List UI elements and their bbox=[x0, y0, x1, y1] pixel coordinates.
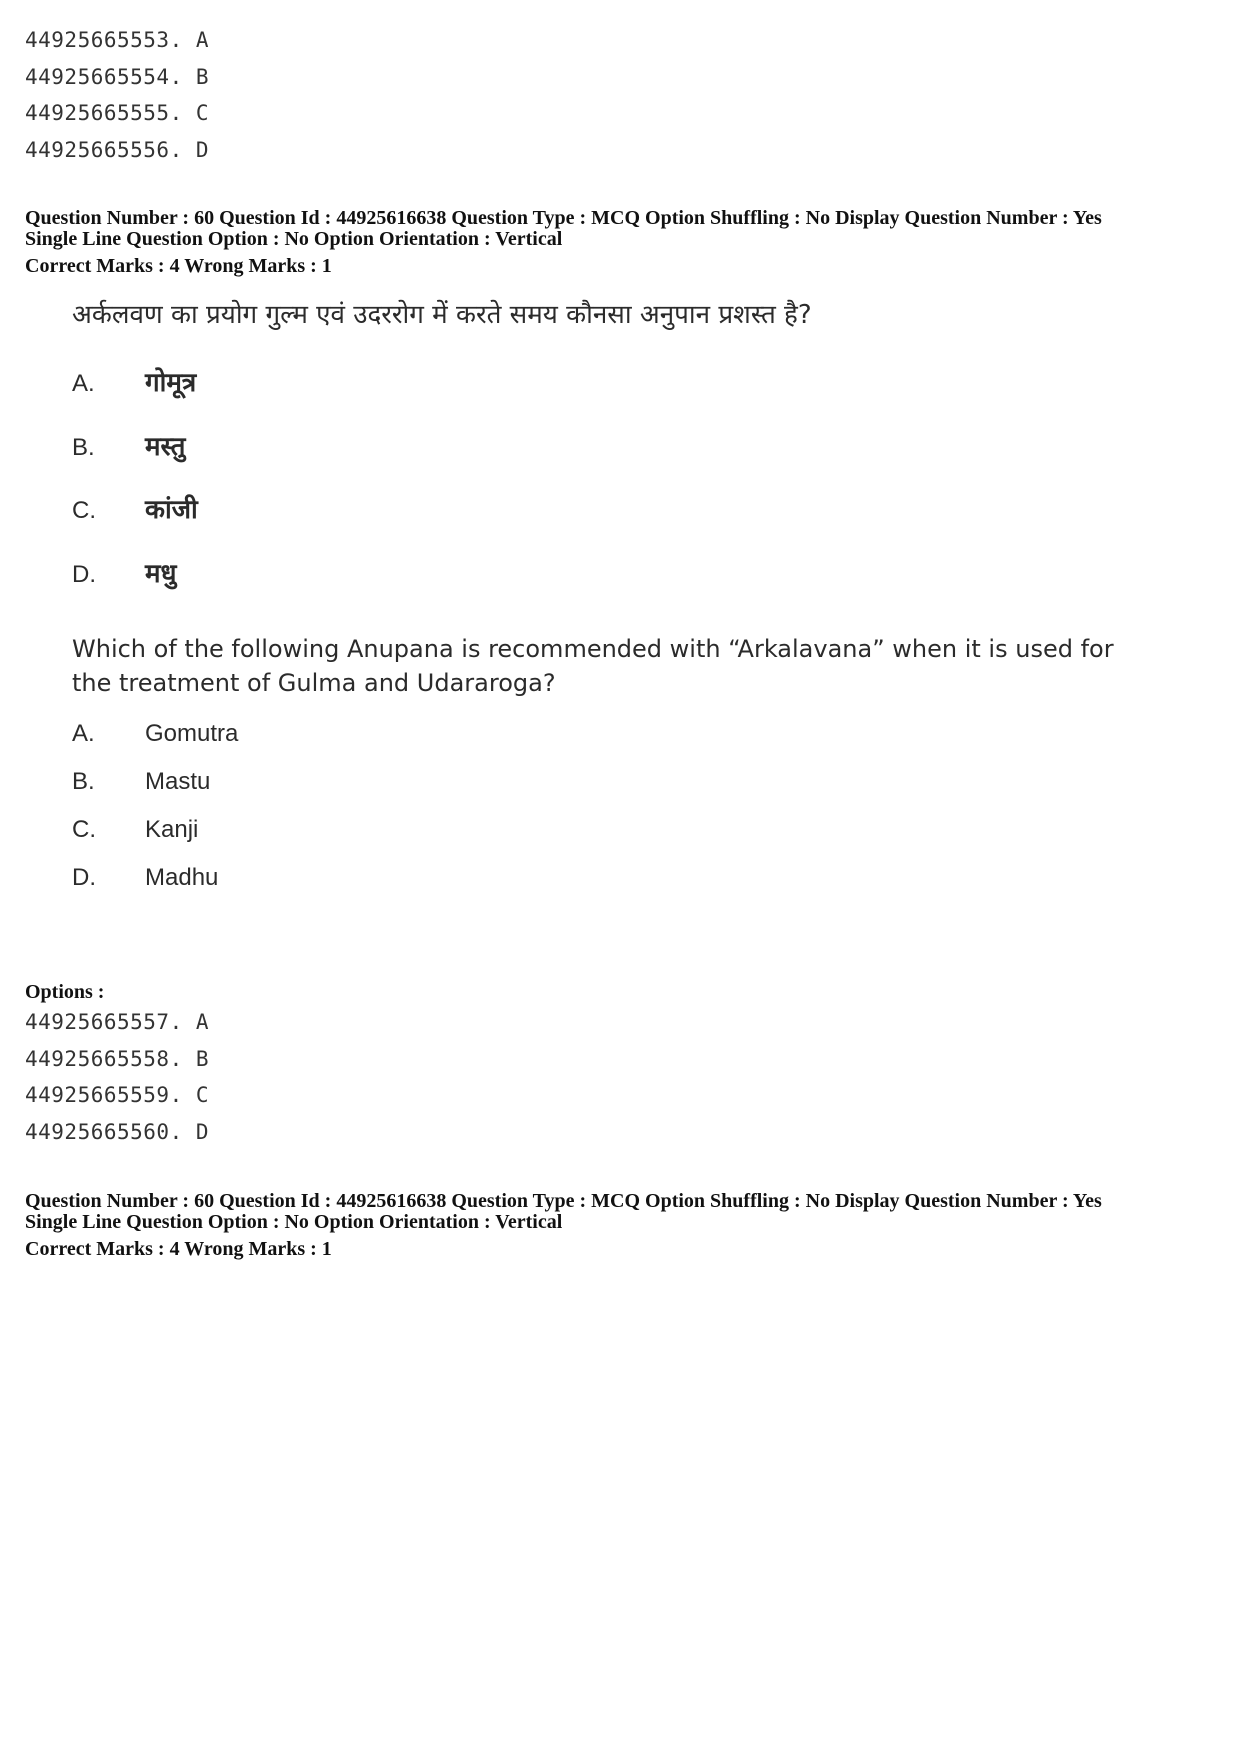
marks-line: Correct Marks : 4 Wrong Marks : 1 bbox=[25, 1238, 332, 1260]
option-id-item: 44925665558. B bbox=[25, 1046, 210, 1071]
choice-hindi-b bbox=[72, 427, 185, 463]
marks-line: Correct Marks : 4 Wrong Marks : 1 bbox=[25, 255, 332, 277]
question-meta-line: Question Number : 60 Question Id : 44925616638 Question Type : MCQ Option Shuffling : No Display Question Number : Yes bbox=[25, 1190, 1102, 1212]
choice-english-c bbox=[72, 816, 198, 844]
option-id-item: 44925665560. D bbox=[25, 1119, 210, 1144]
question-meta-block bbox=[25, 208, 1225, 277]
choice-letter: C. bbox=[72, 497, 96, 524]
choice-hindi-d bbox=[72, 554, 177, 590]
choice-letter: A. bbox=[72, 720, 95, 747]
choice-text: Mastu bbox=[145, 768, 211, 795]
choice-english-d bbox=[72, 864, 218, 892]
choice-english-b bbox=[72, 768, 210, 796]
choice-text: मस्तु bbox=[145, 432, 186, 462]
choice-letter: D. bbox=[72, 561, 96, 588]
question-meta-block bbox=[25, 1191, 1225, 1260]
option-id-item: 44925665556. D bbox=[25, 137, 210, 162]
choice-text: Madhu bbox=[145, 864, 219, 891]
choice-hindi-a bbox=[72, 363, 196, 399]
choice-letter: C. bbox=[72, 816, 96, 843]
option-id-item: 44925665559. C bbox=[25, 1083, 210, 1107]
choice-letter: B. bbox=[72, 434, 95, 461]
question-text-english: Which of the following Anupana is recommended with “Arkalavana” when it is used for the treatment of Gulma and Udararoga? bbox=[72, 635, 1114, 697]
choice-english-a bbox=[72, 720, 238, 748]
choice-text: कांजी bbox=[145, 495, 198, 525]
choice-text: मधु bbox=[145, 559, 177, 589]
previous-options-list bbox=[25, 22, 209, 168]
question-meta-line: Single Line Question Option : No Option Orientation : Vertical bbox=[25, 228, 563, 250]
choice-letter: A. bbox=[72, 370, 95, 397]
option-id-item: 44925665555. C bbox=[25, 101, 210, 125]
choice-text: गोमूत्र bbox=[145, 368, 197, 398]
option-id-item: 44925665553. A bbox=[25, 28, 210, 52]
question-meta-line: Question Number : 60 Question Id : 44925616638 Question Type : MCQ Option Shuffling : No Display Question Number : Yes bbox=[25, 207, 1102, 229]
options-list bbox=[25, 1004, 209, 1150]
options-label: Options : bbox=[25, 981, 105, 1003]
question-meta-line: Single Line Question Option : No Option Orientation : Vertical bbox=[25, 1211, 563, 1233]
choice-text: Kanji bbox=[145, 816, 199, 843]
option-id-item: 44925665554. B bbox=[25, 64, 210, 89]
choice-hindi-c bbox=[72, 490, 198, 526]
choice-letter: D. bbox=[72, 864, 96, 891]
choice-letter: B. bbox=[72, 768, 95, 795]
option-id-item: 44925665557. A bbox=[25, 1010, 210, 1034]
choice-text: Gomutra bbox=[145, 720, 239, 747]
question-text-hindi: अर्कलवण का प्रयोग गुल्म एवं उदररोग में करते समय कौनसा अनुपान प्रशस्त है? bbox=[72, 300, 812, 330]
